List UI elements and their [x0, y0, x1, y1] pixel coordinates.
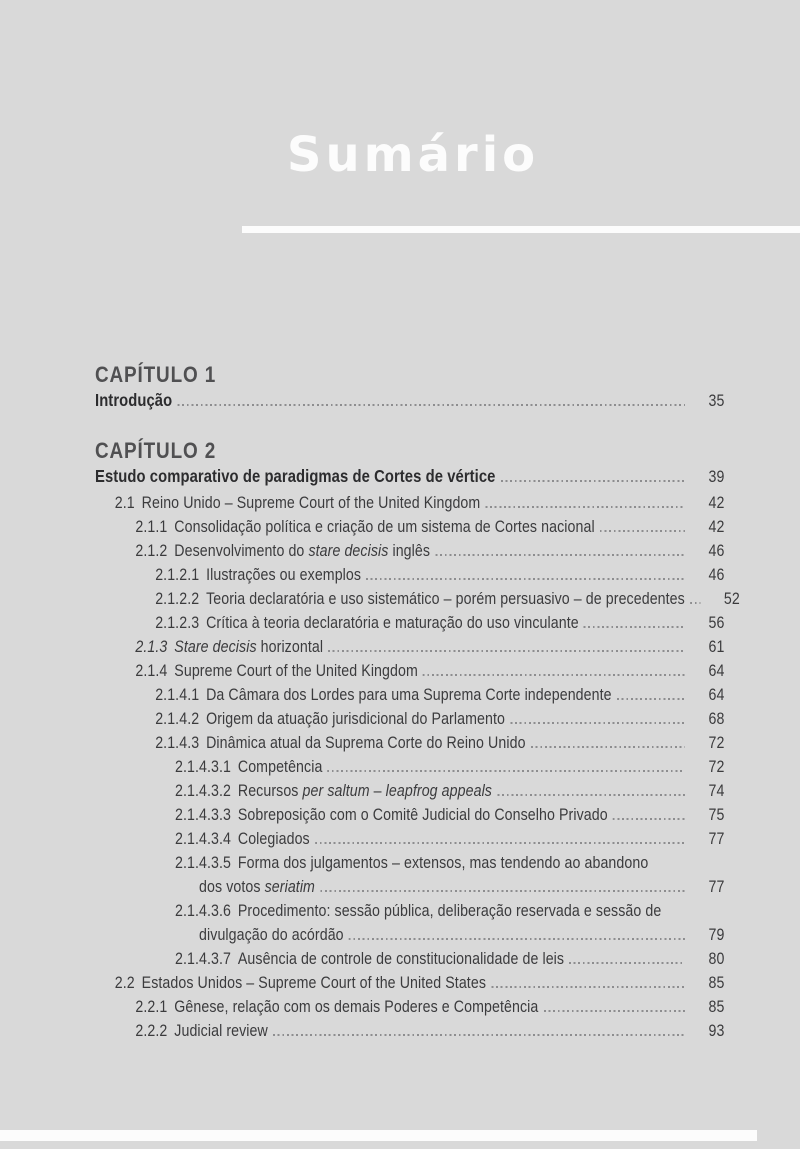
toc-entry-text-segment: inglês — [388, 542, 431, 560]
toc-entry-number: 2.1.3 — [135, 638, 168, 656]
leader-dots — [177, 404, 685, 406]
toc-entry-number: 2.1.4.3 — [155, 734, 200, 752]
toc-entry-row — [95, 707, 725, 731]
leader-dots — [328, 770, 685, 772]
toc-entry-row — [95, 659, 725, 683]
leader-dots — [617, 698, 685, 700]
toc-entry-text-segment: Procedimento: sessão pública, deliberação reservada e sessão de — [237, 902, 662, 920]
toc-entry-text-segment: Recursos — [237, 782, 303, 800]
page-number: 72 — [708, 758, 725, 776]
toc-entry-text — [206, 563, 361, 587]
toc-entry-text-segment: dos votos — [199, 878, 265, 896]
toc-entry-text-segment: Forma dos julgamentos – extensos, mas tendendo ao abandono — [237, 854, 649, 872]
page-number: 80 — [708, 950, 725, 968]
leader-dots — [328, 650, 685, 652]
toc-entry-row — [95, 587, 740, 611]
toc-entry-number: 2.2 — [114, 974, 135, 992]
toc-entry-row — [95, 539, 725, 563]
leader-dots — [315, 842, 685, 844]
toc-entry-text — [199, 875, 315, 899]
toc-entry-row — [95, 611, 725, 635]
title-rule — [242, 226, 800, 233]
toc-entry-number: 2.1.2.1 — [155, 566, 200, 584]
toc-entry-text — [174, 659, 418, 683]
toc-entry-number: 2.1.2.3 — [155, 614, 200, 632]
toc-entry-row — [95, 491, 725, 515]
leader-dots — [273, 1034, 685, 1036]
toc-entry-text-segment: Desenvolvimento do — [174, 542, 309, 560]
toc-entry-text-segment: Dinâmica atual da Suprema Corte do Reino Unido — [206, 734, 526, 752]
toc-entry-text — [174, 635, 323, 659]
toc-entry-row — [95, 827, 725, 851]
page-number: 77 — [708, 830, 725, 848]
toc-entry-text — [174, 539, 430, 563]
toc-entry-text — [174, 515, 594, 539]
toc-entry-row — [95, 851, 725, 875]
page-number: 85 — [708, 974, 725, 992]
toc-entry-row — [95, 947, 725, 971]
chapter-entries — [95, 491, 740, 1043]
toc-entry-text — [142, 971, 486, 995]
page-number: 42 — [708, 518, 725, 536]
toc-entry-text — [238, 851, 648, 875]
toc-entry-text — [238, 947, 564, 971]
toc-entry-number: 2.1.1 — [135, 518, 168, 536]
leader-dots — [600, 530, 685, 532]
toc-entry-text-segment: Colegiados — [237, 830, 310, 848]
toc-entry-text — [174, 995, 538, 1019]
leader-dots — [544, 1010, 685, 1012]
toc-entry-row — [95, 755, 725, 779]
chapter-title-row — [95, 388, 725, 413]
toc-entry-row — [95, 875, 725, 899]
page-number: 72 — [708, 734, 725, 752]
page-number: 35 — [708, 392, 725, 410]
leader-dots — [501, 480, 685, 482]
toc-chapter — [95, 363, 725, 413]
page-number: 74 — [708, 782, 725, 800]
toc-chapter — [95, 438, 740, 1043]
page-number: 77 — [708, 878, 725, 896]
toc-entry-text — [174, 1019, 268, 1043]
chapter-title: Introdução — [95, 390, 173, 410]
toc-entry-row — [95, 899, 725, 923]
toc-entry-row — [95, 635, 725, 659]
toc-entry-number: 2.1.2 — [135, 542, 168, 560]
page-number: 85 — [708, 998, 725, 1016]
chapter-title: Estudo comparativo de paradigmas de Cortes de vértice — [95, 466, 496, 486]
page-number: 79 — [708, 926, 725, 944]
chapter-kicker: CAPÍTULO 2 — [95, 438, 217, 463]
toc-entry-row — [95, 971, 725, 995]
leader-dots — [690, 602, 700, 604]
chapter-kicker: CAPÍTULO 1 — [95, 362, 217, 387]
toc-entry-number: 2.1.4.3.2 — [174, 782, 231, 800]
toc-entry-number: 2.2.2 — [135, 1022, 168, 1040]
page-number: 42 — [708, 494, 725, 512]
leader-dots — [349, 938, 685, 940]
toc-entry-text-segment: Teoria declaratória e uso sistemático – porém persuasivo – de precedentes — [206, 590, 685, 608]
toc-entry-row — [95, 803, 725, 827]
toc-entry-row — [95, 779, 725, 803]
toc-entry-row — [95, 515, 725, 539]
toc-entry-text-segment: Estados Unidos – Supreme Court of the United States — [141, 974, 487, 992]
page-number: 46 — [708, 566, 725, 584]
toc-entry-text-segment: – — [369, 782, 386, 800]
toc-entry-number: 2.1.4.3.4 — [174, 830, 231, 848]
toc-entry-text — [238, 779, 492, 803]
toc-entry-text — [238, 755, 323, 779]
page-number: 56 — [708, 614, 725, 632]
page-number: 64 — [708, 662, 725, 680]
footer-rule — [0, 1130, 757, 1141]
page-number: 61 — [708, 638, 725, 656]
toc-entry-text — [238, 803, 608, 827]
page-number: 46 — [708, 542, 725, 560]
leader-dots — [435, 554, 685, 556]
toc-entry-row — [95, 995, 725, 1019]
chapter-title-row — [95, 464, 725, 489]
table-of-contents — [95, 362, 740, 1043]
toc-entry-text — [206, 611, 579, 635]
toc-entry-row — [95, 563, 725, 587]
leader-dots — [510, 722, 685, 724]
toc-entry-text — [199, 923, 344, 947]
toc-entry-text-segment: horizontal — [256, 638, 324, 656]
toc-entry-row — [95, 923, 725, 947]
toc-entry-number: 2.1.4.3.1 — [174, 758, 231, 776]
toc-entry-number: 2.1.4.3.7 — [174, 950, 231, 968]
leader-dots — [423, 674, 685, 676]
toc-entry-text-segment: Origem da atuação jurisdicional do Parlamento — [206, 710, 505, 728]
toc-entry-row — [95, 1019, 725, 1043]
leader-dots — [366, 578, 685, 580]
leader-dots — [584, 626, 685, 628]
toc-entry-number: 2.2.1 — [135, 998, 168, 1016]
toc-entry-number: 2.1.4.3.5 — [174, 854, 231, 872]
page-number: 68 — [708, 710, 725, 728]
leader-dots — [497, 794, 685, 796]
toc-entry-text-italic: Stare decisis — [174, 638, 257, 656]
page-number: 52 — [723, 590, 740, 608]
page-number: 64 — [708, 686, 725, 704]
toc-entry-number: 2.1.4.3.6 — [174, 902, 231, 920]
page-number: 93 — [708, 1022, 725, 1040]
toc-entry-text — [206, 587, 685, 611]
toc-entry-text-italic: leapfrog appeals — [385, 782, 492, 800]
page-title: Sumário — [286, 127, 540, 183]
toc-entry-text-segment: Consolidação política e criação de um sistema de Cortes nacional — [174, 518, 595, 536]
leader-dots — [485, 506, 684, 508]
leader-dots — [531, 746, 685, 748]
toc-entry-text — [206, 707, 505, 731]
leader-dots — [569, 962, 685, 964]
toc-entry-text-segment: Reino Unido – Supreme Court of the United Kingdom — [141, 494, 481, 512]
toc-entry-text-segment: Judicial review — [174, 1022, 268, 1040]
toc-entry-row — [95, 731, 725, 755]
toc-entry-text-segment: Da Câmara dos Lordes para uma Suprema Corte independente — [206, 686, 612, 704]
leader-dots — [320, 890, 685, 892]
toc-entry-text-segment: Ilustrações ou exemplos — [206, 566, 362, 584]
toc-entry-number: 2.1.4 — [135, 662, 168, 680]
toc-entry-text-italic: stare decisis — [308, 542, 389, 560]
leader-dots — [613, 818, 685, 820]
toc-entry-number: 2.1.4.3.3 — [174, 806, 231, 824]
toc-entry-text-segment: Supreme Court of the United Kingdom — [174, 662, 418, 680]
toc-entry-text-segment: Gênese, relação com os demais Poderes e Competência — [174, 998, 539, 1016]
toc-entry-text-segment: Sobreposição com o Comitê Judicial do Conselho Privado — [237, 806, 608, 824]
page-number: 75 — [708, 806, 725, 824]
toc-entry-number: 2.1 — [114, 494, 135, 512]
page-number: 39 — [708, 468, 725, 486]
toc-entry-number: 2.1.2.2 — [155, 590, 200, 608]
toc-entry-text — [142, 491, 481, 515]
toc-entry-text-segment: divulgação do acórdão — [199, 926, 344, 944]
toc-entry-text-segment: Ausência de controle de constitucionalidade de leis — [237, 950, 565, 968]
leader-dots — [491, 986, 685, 988]
toc-entry-text — [238, 899, 661, 923]
toc-entry-text — [206, 683, 612, 707]
toc-entry-text-segment: Crítica à teoria declaratória e maturação do uso vinculante — [206, 614, 579, 632]
toc-entry-row — [95, 683, 725, 707]
toc-entry-text — [238, 827, 310, 851]
toc-entry-text — [206, 731, 525, 755]
toc-entry-number: 2.1.4.2 — [155, 710, 200, 728]
toc-entry-text-italic: per saltum — [302, 782, 370, 800]
toc-entry-text-italic: seriatim — [264, 878, 315, 896]
toc-entry-text-segment: Competência — [237, 758, 323, 776]
toc-entry-number: 2.1.4.1 — [155, 686, 200, 704]
